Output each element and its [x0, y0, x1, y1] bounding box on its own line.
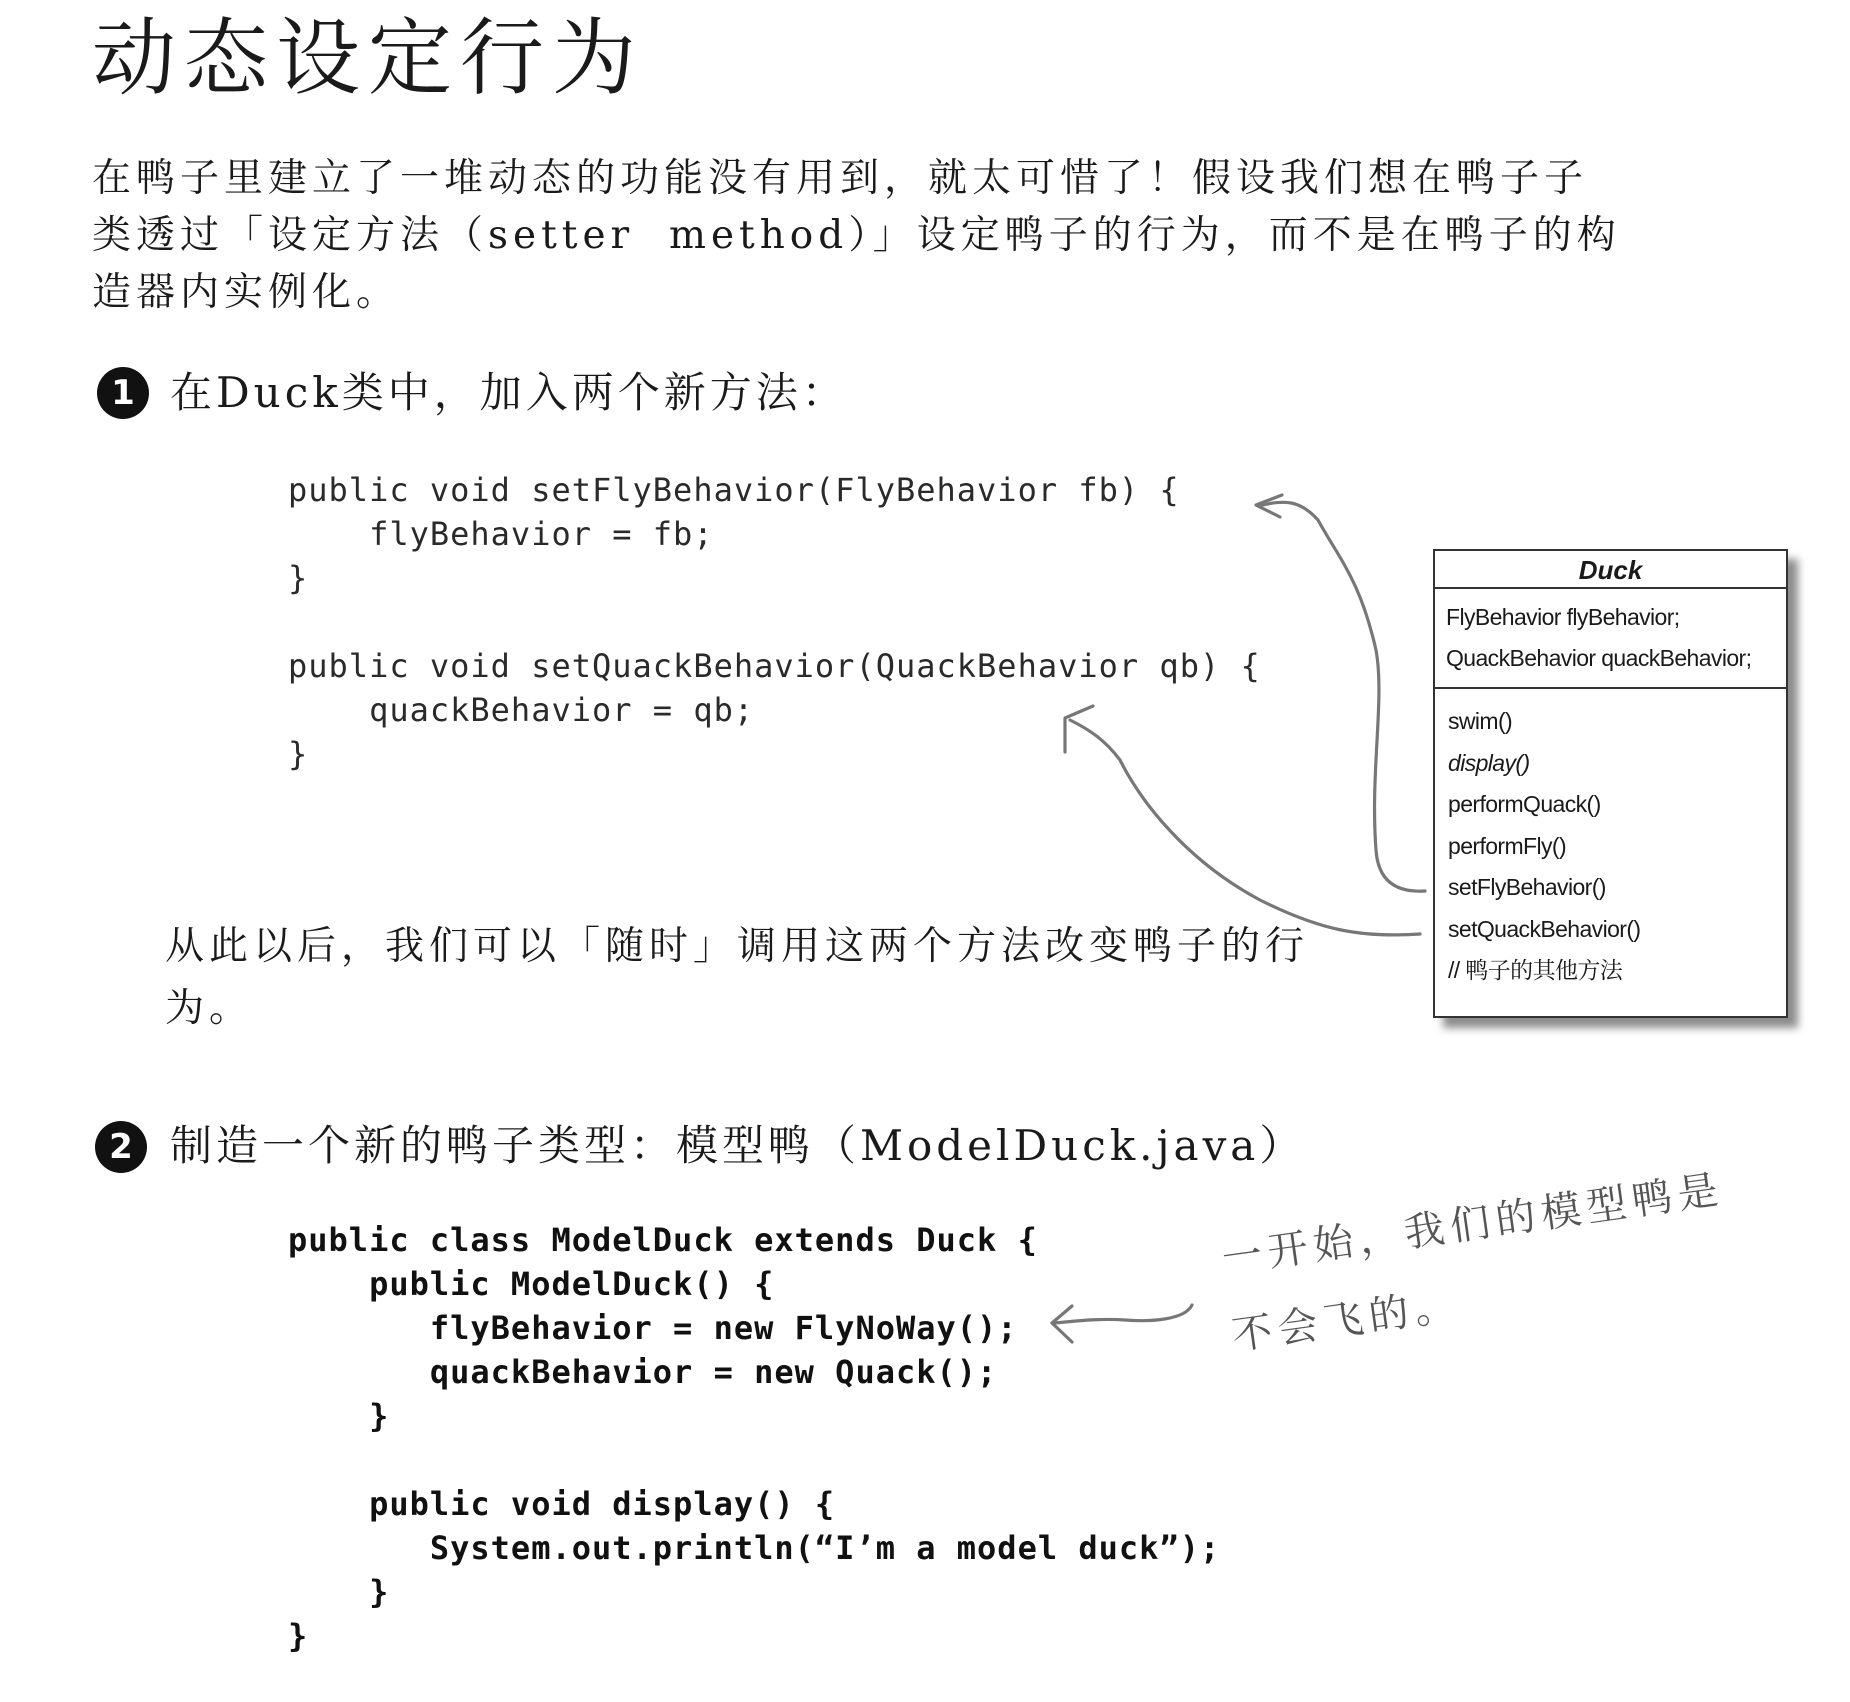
- code-line: public void setQuackBehavior(QuackBehavior qb) {: [288, 647, 1261, 685]
- step-1-badge: 1: [97, 367, 149, 419]
- step-2-badge: 2: [95, 1121, 147, 1173]
- intro-line: 造器内实例化。: [92, 270, 401, 315]
- uml-method: swim(): [1448, 708, 1513, 734]
- note-line: 从此以后，我们可以「随时」调用这两个方法改变鸭子的行: [165, 924, 1310, 969]
- code-line: System.out.println(“I’m a model duck”);: [288, 1529, 1221, 1567]
- code-line: }: [288, 735, 309, 773]
- arrow-to-flynoway: [1052, 1305, 1192, 1323]
- arrow-to-setflybehavior: [1262, 502, 1425, 891]
- arrow-to-setquackbehavior: [1070, 720, 1420, 935]
- uml-method-comment: // 鸭子的其他方法: [1448, 957, 1623, 983]
- code-line: quackBehavior = new Quack();: [288, 1353, 998, 1391]
- code-line: }: [288, 1573, 390, 1611]
- uml-attribute: FlyBehavior flyBehavior;: [1446, 604, 1680, 630]
- step-2-heading: 制造一个新的鸭子类型：模型鸭（ModelDuck.java）: [170, 1121, 1306, 1170]
- uml-method: setFlyBehavior(): [1448, 874, 1606, 900]
- page-title: 动态设定行为: [92, 9, 645, 107]
- uml-class-name: Duck: [1435, 551, 1786, 589]
- code-line: flyBehavior = fb;: [288, 515, 714, 553]
- code-line: }: [288, 559, 309, 597]
- intro-line: 在鸭子里建立了一堆动态的功能没有用到，就太可惜了！假设我们想在鸭子子: [92, 156, 1589, 201]
- code-line: public void display() {: [288, 1485, 836, 1523]
- uml-method: performQuack(): [1448, 791, 1601, 817]
- code-line: quackBehavior = qb;: [288, 691, 755, 729]
- arrowhead-flynoway: [1052, 1306, 1072, 1342]
- code-line: flyBehavior = new FlyNoWay();: [288, 1309, 1018, 1347]
- handwritten-annotation: 不会飞的。: [1229, 1281, 1464, 1360]
- step-1-heading: 在Duck类中，加入两个新方法：: [170, 368, 848, 417]
- uml-method-abstract: display(): [1448, 749, 1530, 776]
- uml-method: setQuackBehavior(): [1448, 915, 1641, 942]
- handwritten-annotation: 一开始，我们的模型鸭是: [1219, 1166, 1727, 1283]
- code-line: }: [288, 1617, 309, 1655]
- uml-method: performFly(): [1448, 832, 1567, 859]
- intro-line: 类透过「设定方法（setter method）」设定鸭子的行为，而不是在鸭子的构: [92, 213, 1621, 258]
- code-line: public ModelDuck() {: [288, 1265, 775, 1303]
- code-line: public class ModelDuck extends Duck {: [288, 1221, 1038, 1259]
- uml-attribute: QuackBehavior quackBehavior;: [1446, 645, 1752, 671]
- code-line: }: [288, 1397, 390, 1435]
- code-line: public void setFlyBehavior(FlyBehavior fb) {: [288, 471, 1180, 509]
- note-line: 为。: [165, 986, 254, 1031]
- arrowhead-setflybehavior: [1256, 495, 1282, 517]
